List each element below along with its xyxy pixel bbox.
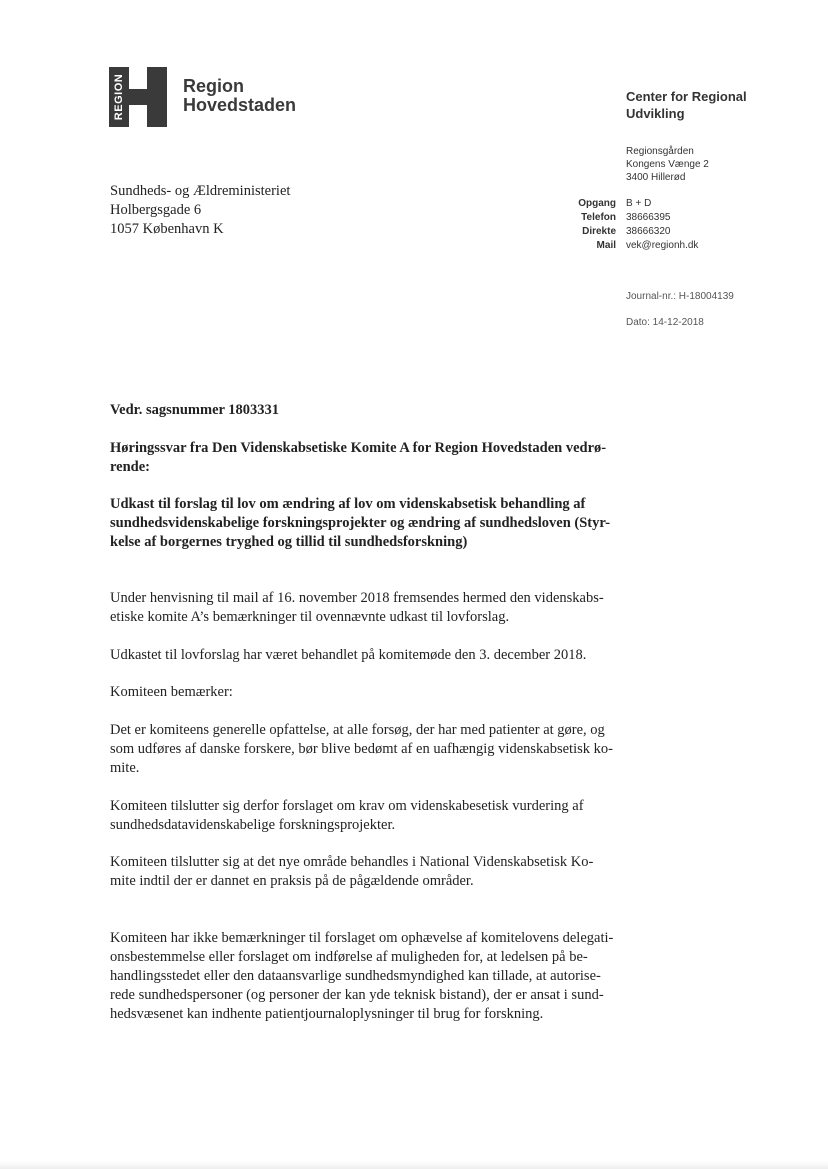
contact-row [540,225,698,239]
letter-heading [110,439,620,477]
heading-line: Høringssvar fra Den Videnskabsetiske Komite A for Region Hovedstaden vedrø- [110,440,607,456]
sender-line-1: Center for Regional [626,89,747,104]
paragraph-line: mite. [110,760,140,776]
logo-h-mark [109,67,167,127]
recipient-line: 1057 København K [110,221,224,237]
paragraph-line: rede sundhedspersoner (og personer der kan yde teknisk bistand), der er ansat i sund- [110,987,604,1003]
contact-row [540,197,698,211]
contact-email: vek@regionh.dk [626,240,699,251]
contact-value: 38666395 [626,212,671,223]
subject-line: Udkast til forslag til lov om ændring af lov om videnskabsetisk behandling af [110,496,586,512]
sender-address-line: Regionsgården [626,146,694,157]
subject-line: kelse af borgernes tryghed og tillid til sundhedsforskning) [110,534,468,550]
recipient-address [110,182,290,239]
paragraph-line: Komiteen bemærker: [110,684,233,700]
paragraph [110,929,620,1024]
contact-label: Telefon [581,212,616,223]
sender-address-line: 3400 Hillerød [626,172,686,183]
contact-label: Direkte [582,226,616,237]
paragraph-line: Udkastet til lovforslag har været behandlet på komitemøde den 3. december 2018. [110,647,587,663]
contact-label: Mail [596,240,616,251]
paragraph-line: Det er komiteens generelle opfattelse, at alle forsøg, der har med patienter at gøre, og [110,722,605,738]
sender-line-2: Udvikling [626,106,685,121]
recipient-line: Holbergsgade 6 [110,202,202,218]
paragraph-line: Komiteen tilslutter sig at det nye område behandles i National Videnskabsetisk Ko- [110,854,594,870]
case-reference [110,401,620,420]
paragraph-line: Komiteen har ikke bemærkninger til forslaget om ophævelse af komitelovens delegati- [110,930,614,946]
paragraph-line: Under henvisning til mail af 16. november 2018 fremsendes hermed den videnskabs- [110,590,604,606]
contact-details [540,197,698,253]
sender-department [626,88,747,122]
letter-subject [110,495,620,552]
paragraph [110,683,620,702]
logo-mark-text: REGION [113,73,125,121]
contact-row [540,211,698,225]
sender-address-line: Kongens Vænge 2 [626,159,709,170]
paragraph [110,589,620,627]
paragraph-line: hedsvæsenet kan indhente patientjournaloplysninger til brug for forskning. [110,1006,544,1022]
recipient-line: Sundheds- og Ældreministeriet [110,183,291,199]
heading-line: rende: [110,459,151,475]
subject-line: sundhedsvidenskabelige forskningsprojekter og ændring af sundhedsloven (Styr- [110,515,611,531]
case-reference-text: Vedr. sagsnummer 1803331 [110,402,280,418]
paragraph-line: som udføres af danske forskere, bør blive bedømt af en uafhængig videnskabsetisk ko- [110,741,613,757]
contact-value: B + D [626,198,652,209]
paragraph [110,721,620,778]
contact-row [540,239,698,253]
paragraph [110,646,620,665]
paragraph-line: handlingsstedet eller den dataansvarlige sundhedsmyndighed kan tillade, at autorise- [110,968,601,984]
paragraph-line: onsbestemmelse eller forslaget om indførelse af muligheden for, at ledelsen på be- [110,949,588,965]
contact-value: 38666320 [626,226,671,237]
paragraph-line: mite indtil der er dannet en praksis på de pågældende områder. [110,873,474,889]
paragraph [110,797,620,835]
paragraph-line: etiske komite A’s bemærkninger til ovennævnte udkast til lovforslag. [110,609,510,625]
journal-number: Journal-nr.: H-18004139 [626,291,734,302]
paragraph-line: sundhedsdatavidenskabelige forskningsprojekter. [110,817,396,833]
logo-line-1: Region [183,76,244,96]
paragraph-line: Komiteen tilslutter sig derfor forslaget om krav om videnskabesetisk vurdering af [110,798,584,814]
logo-line-2: Hovedstaden [183,95,297,115]
letter-date: Dato: 14-12-2018 [626,317,704,328]
paragraph [110,853,620,891]
logo-wordmark [183,77,296,115]
contact-label: Opgang [578,198,616,209]
region-hovedstaden-logo [109,67,309,129]
sender-address [626,145,709,184]
scan-edge [0,1161,828,1169]
